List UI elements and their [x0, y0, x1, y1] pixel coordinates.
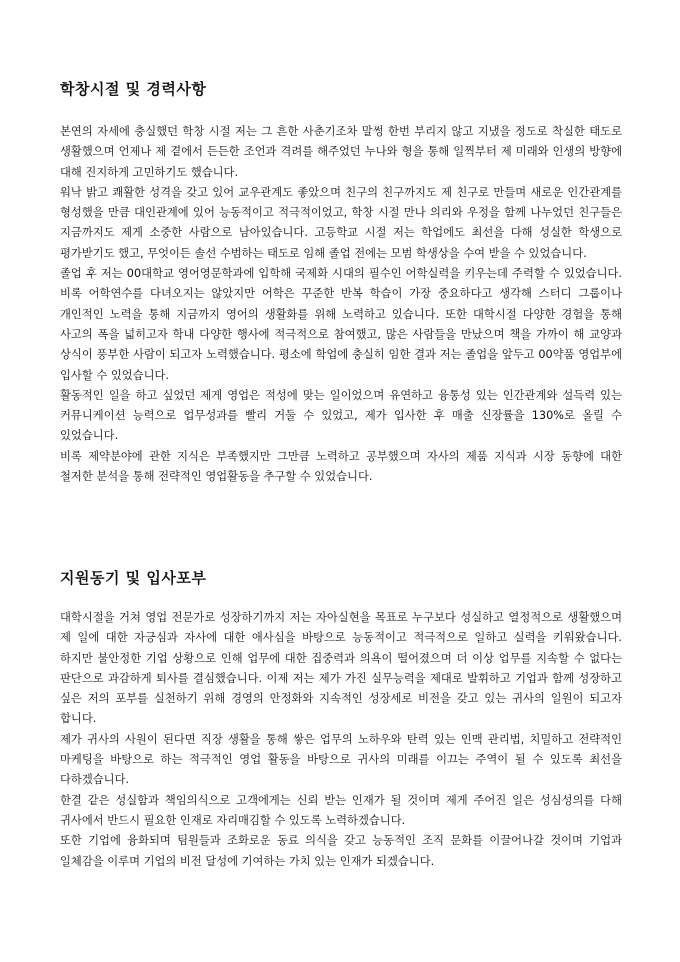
paragraph: 워낙 밝고 쾌활한 성격을 갖고 있어 교우관계도 좋았으며 친구의 친구까지도 제 친구로 만들며 새로운 인간관계를 형성했을 만큼 대인관계에 있어 능동적이고 적극적이었고, 학창 시절 만나 의리와 우정을 함께 나누었던 친구들은 지금까지도 제게 소중한 사람으로 남아있습니다. 고등학교 시절 저는 학업에도 최선을 다해 성실한 학생으로 평가받기도 했고, 무엇이든 솔선 수범하는 태도로 임해 졸업 전에는 모범 학생상을 수여 받을 수 있었습니다. — [60, 185, 622, 260]
paragraph: 또한 기업에 융화되며 팀원들과 조화로운 동료 의식을 갖고 능동적인 조직 문화를 이끌어나갈 것이며 기업과 일체감을 이루며 기업의 비전 달성에 기여하는 가치 있는 인재가 되겠습니다. — [60, 834, 622, 868]
paragraph: 한결 같은 성실함과 책임의식으로 고객에게는 신뢰 받는 인재가 될 것이며 제게 주어진 일은 성심성의를 다해 귀사에서 반드시 필요한 인재로 자리매김할 수 있도록 노력하겠습니다. — [60, 793, 622, 827]
section-body-motivation — [60, 608, 622, 872]
section-title-career: 학창시절 및 경력사항 — [60, 80, 207, 98]
paragraph: 대학시절을 거쳐 영업 전문가로 성장하기까지 저는 자아실현을 목표로 누구보다 성실하고 열정적으로 생활했으며 제 일에 대한 자긍심과 자사에 대한 애사심을 바탕으로 능동적이고 적극적으로 일하고 실력을 키워왔습니다. 하지만 불안정한 기업 상황으로 인해 업무에 대한 집중력과 의욕이 떨어졌으며 더 이상 업무를 지속할 수 없다는 판단으로 과감하게 퇴사를 결심했습니다. 이제 저는 제가 가진 실무능력을 제대로 발휘하고 기업과 함께 성장하고 싶은 저의 포부를 실천하기 위해 경영의 안정화와 지속적인 성장세로 비전을 갖고 있는 귀사의 일원이 되고자 합니다. — [60, 611, 622, 726]
paragraph: 제가 귀사의 사원이 된다면 직장 생활을 통해 쌓은 업무의 노하우와 탄력 있는 인맥 관리법, 치밀하고 전략적인 마케팅을 바탕으로 하는 적극적인 영업 활동을 바탕으로 귀사의 미래를 이끄는 주역이 될 수 있도록 최선을 다하겠습니다. — [60, 732, 622, 787]
paragraph: 본연의 자세에 충실했던 학창 시절 저는 그 흔한 사춘기조차 말썽 한번 부리지 않고 지냈을 정도로 착실한 태도로 생활했으며 언제나 제 곁에서 든든한 조언과 격려를 해주었던 누나와 형을 통해 일찍부터 제 미래와 인생의 방향에 대해 진지하게 고민하기도 했습니다. — [60, 125, 622, 179]
paragraph: 졸업 후 저는 00대학교 영어영문학과에 입학해 국제화 시대의 필수인 어학실력을 키우는데 주력할 수 있었습니다. 비록 어학연수를 다녀오지는 않았지만 어학은 꾸준한 반복 학습이 가장 중요하다고 생각해 스터디 그룹이나 개인적인 노력을 통해 지금까지 영어의 생활화를 위해 노력하고 있습니다. 또한 대학시절 다양한 경험을 통해 사고의 폭을 넓히고자 학내 다양한 행사에 적극적으로 참여했고, 많은 사람들을 만났으며 책을 가까이 해 교양과 상식이 풍부한 사람이 되고자 노력했습니다. 평소에 학업에 충실히 임한 결과 저는 졸업을 앞두고 00약품 영업부에 입사할 수 있었습니다. — [60, 267, 622, 382]
paragraph: 비록 제약분야에 관한 지식은 부족했지만 그만큼 노력하고 공부했으며 자사의 제품 지식과 시장 동향에 대한 철저한 분석을 통해 전략적인 영업활동을 추구할 수 있었습니다. — [60, 449, 622, 484]
section-title-motivation: 지원동기 및 입사포부 — [60, 569, 207, 587]
paragraph: 활동적인 일을 하고 싶었던 제게 영업은 적성에 맞는 일이었으며 유연하고 융통성 있는 인간관계와 설득력 있는 커뮤니케이션 능력으로 업무성과를 빨리 거둘 수 있었고, 제가 입사한 후 매출 신장률을 130%로 올릴 수 있었습니다. — [60, 388, 622, 443]
section-body-career — [60, 122, 622, 487]
